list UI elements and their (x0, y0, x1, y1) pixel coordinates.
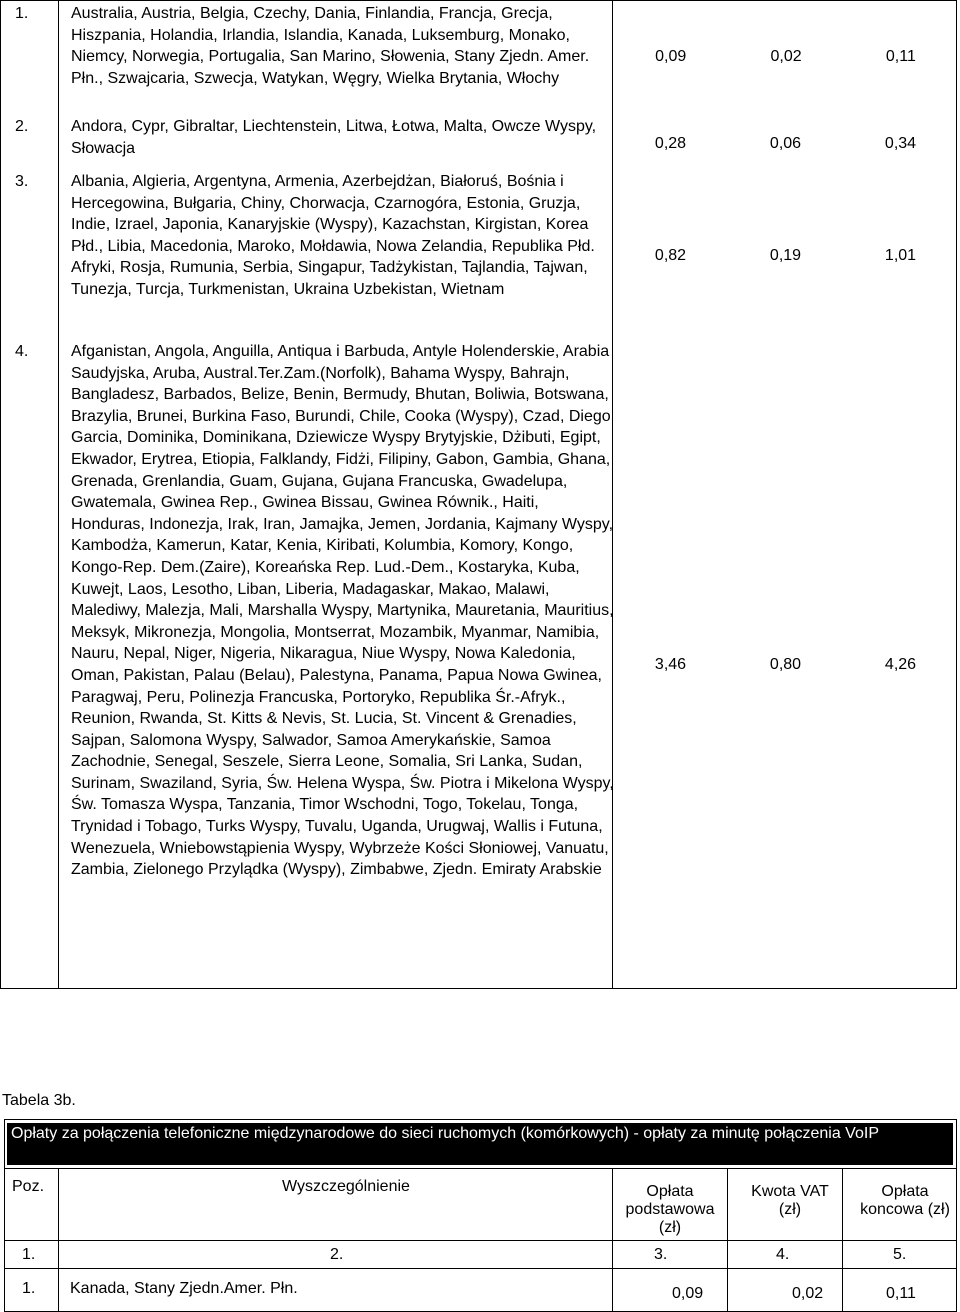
header-basic-fee: Opłata podstawowa (zł) (625, 1183, 715, 1236)
row-number: 1. (15, 5, 29, 22)
basic-fee: 0,09 (655, 48, 687, 65)
header-description: Wyszczególnienie (282, 1178, 410, 1195)
column-divider (58, 1, 59, 988)
row-final-fee: 0,11 (886, 1285, 916, 1302)
row-divider (4, 1240, 957, 1241)
column-divider (727, 1168, 728, 1312)
header-vat: Kwota VAT (zł) (751, 1183, 829, 1218)
column-number: 2. (330, 1246, 344, 1263)
column-number: 5. (893, 1246, 907, 1263)
row-divider (4, 1268, 957, 1269)
rate-values (613, 48, 958, 66)
final-fee: 4,26 (884, 656, 917, 673)
row-number: 3. (15, 173, 29, 190)
column-number: 3. (654, 1246, 668, 1263)
row-divider (4, 1168, 957, 1169)
rate-values (613, 135, 958, 153)
row-basic-fee: 0,09 (672, 1285, 704, 1302)
column-number: 4. (776, 1246, 790, 1263)
country-list: Albania, Algieria, Argentyna, Armenia, Azerbejdżan, Białoruś, Bośnia i Hercegowina, Bułgaria, Chiny, Chorwacja, Czarnogóra, Estonia, Gruzja, Indie, Izrael, Japonia, Kanaryjskie (Wyspy), Kazachstan, Kirgistan, Korea Płd., Libia, Macedonia, Maroko, Mołdawia, Nowa Zelandia, Republika Płd. Afryki, Rosja, Rumunia, Serbia, Singapur, Tadżykistan, Tajlandia, Tajwan, Tunezja, Turcja, Turkmenistan, Ukraina Uzbekistan, Wietnam (71, 173, 595, 298)
rate-values (613, 656, 958, 674)
row-number: 2. (15, 118, 29, 135)
basic-fee: 3,46 (654, 656, 687, 673)
final-fee: 1,01 (884, 247, 917, 264)
column-number: 1. (22, 1246, 36, 1263)
table-caption: Tabela 3b. (2, 1092, 76, 1109)
header-pos: Poz. (12, 1178, 45, 1195)
rate-values (613, 247, 958, 265)
vat-amount: 0,80 (769, 656, 802, 673)
vat-amount: 0,02 (770, 48, 802, 65)
final-fee: 0,34 (884, 135, 917, 152)
table-title-bar: Opłaty za połączenia telefoniczne międzynarodowe do sieci ruchomych (komórkowych) - opłaty za minutę połączenia VoIP (7, 1123, 953, 1165)
column-divider (842, 1168, 843, 1312)
basic-fee: 0,82 (654, 247, 687, 264)
country-list: Andora, Cypr, Gibraltar, Liechtenstein, Litwa, Łotwa, Malta, Owcze Wyspy, Słowacja (71, 118, 597, 157)
vat-amount: 0,06 (769, 135, 802, 152)
country-list: Australia, Austria, Belgia, Czechy, Dania, Finlandia, Francja, Grecja, Hiszpania, Holandia, Irlandia, Islandia, Kanada, Luksemburg, Monako, Niemcy, Norwegia, Portugalia, San Marino, Słowenia, Stany Zjedn. Amer. Płn., Szwajcaria, Szwecja, Watykan, Węgry, Wielka Brytania, Włochy (71, 5, 590, 87)
row-vat: 0,02 (792, 1285, 824, 1302)
column-divider (612, 1168, 613, 1312)
vat-amount: 0,19 (769, 247, 802, 264)
row-description: Kanada, Stany Zjedn.Amer. Płn. (70, 1280, 298, 1297)
row-pos: 1. (22, 1280, 36, 1297)
country-list: Afganistan, Angola, Anguilla, Antiqua i Barbuda, Antyle Holenderskie, Arabia Saudyjska, Aruba, Austral.Ter.Zam.(Norfolk), Bahama Wyspy, Bahrajn, Bangladesz, Barbados, Belize, Benin, Bermudy, Bhutan, Boliwia, Botswana, Brazylia, Brunei, Burkina Faso, Burundi, Chile, Cooka (Wyspy), Czad, Diego Garcia, Dominika, Dominikana, Dziewicze Wyspy Brytyjskie, Dżibuti, Egipt, Ekwador, Erytrea, Etiopia, Falklandy, Fidżi, Filipiny, Gabon, Gambia, Ghana, Grenada, Grenlandia, Guam, Gujana, Gujana Francuska, Gwadelupa, Gwatemala, Gwinea Rep., Gwinea Bissau, Gwinea Równik., Haiti, Honduras, Indonezja, Irak, Iran, Jamajka, Jemen, Jordania, Kajmany Wyspy, Kambodża, Kamerun, Katar, Kenia, Kiribati, Kolumbia, Komory, Kongo, Kongo-Rep. Dem.(Zaire), Koreańska Rep. Lud.-Dem., Kostaryka, Kuba, Kuwejt, Laos, Lesotho, Liban, Liberia, Madagaskar, Makao, Malawi, Malediwy, Malezja, Mali, Marshalla Wyspy, Martynika, Mauretania, Mauritius, Meksyk, Mikronezja, Mongolia, Montserrat, Mozambik, Myanmar, Namibia, Nauru, Nepal, Niger, Nigeria, Nikaragua, Niue Wyspy, Nowa Kaledonia, Oman, Pakistan, Palau (Belau), Palestyna, Panama, Papua Nowa Gwinea, Paragwaj, Peru, Polinezja Francuska, Portoryko, Republika Śr.-Afryk., Reunion, Rwanda, St. Kitts & Nevis, St. Lucia, St. Vincent & Grenadies, Sajpan, Salomona Wyspy, Salwador, Samoa Amerykańskie, Samoa Zachodnie, Senegal, Seszele, Sierra Leone, Somalia, Sri Lanka, Sudan, Surinam, Swaziland, Syria, Św. Helena Wyspa, Św. Piotra i Mikelona Wyspy, Św. Tomasza Wyspa, Tanzania, Timor Wschodni, Togo, Tokelau, Tonga, Trynidad i Tobago, Turks Wyspy, Tuvalu, Uganda, Urugwaj, Wallis i Futuna, Wenezuela, Wniebowstąpienia Wyspy, Wybrzeże Kości Słoniowej, Vanuatu, Zambia, Zielonego Przylądka (Wyspy), Zimbabwe, Zjedn. Emiraty Arabskie (71, 343, 614, 879)
basic-fee: 0,28 (654, 135, 687, 152)
final-fee: 0,11 (885, 48, 916, 65)
header-final-fee: Opłata koncowa (zł) (860, 1183, 950, 1218)
column-divider (58, 1168, 59, 1312)
row-number: 4. (15, 343, 29, 360)
